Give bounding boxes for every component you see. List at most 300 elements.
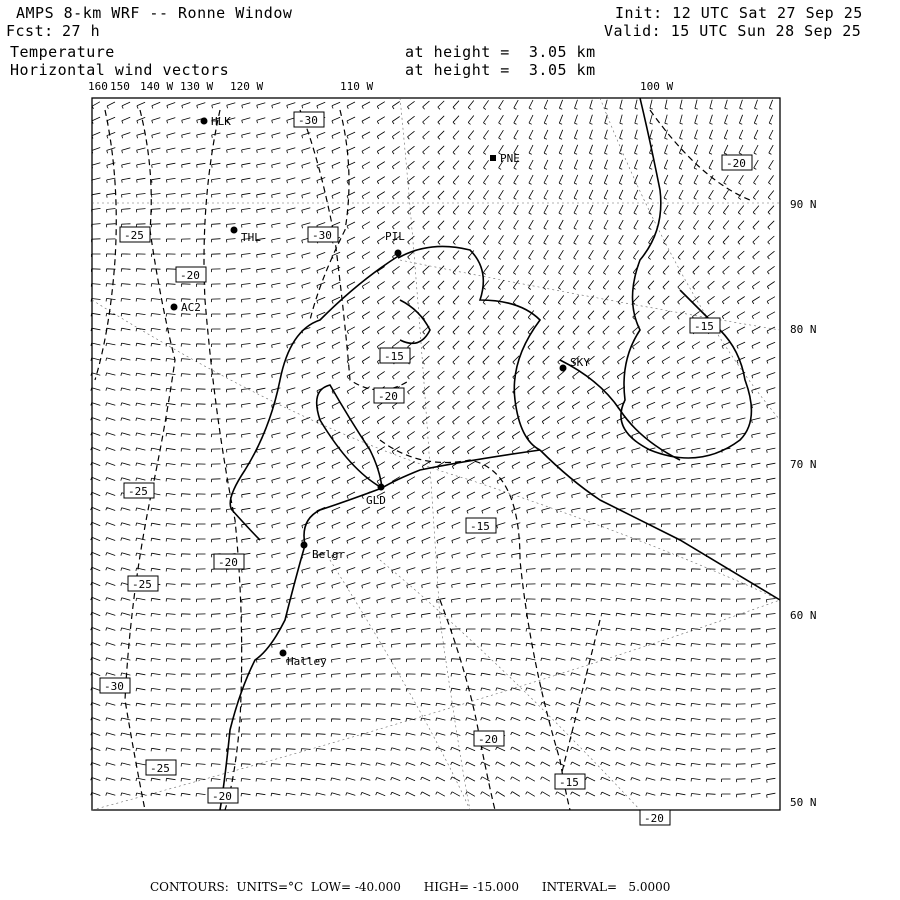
wind-barb — [257, 493, 266, 498]
wind-barb — [257, 463, 266, 468]
wind-barb — [377, 432, 385, 439]
wind-barb — [481, 644, 490, 647]
wind-barb — [618, 311, 624, 320]
wind-barb — [272, 658, 281, 662]
wind-barb — [646, 778, 656, 781]
wind-barb — [181, 404, 190, 407]
wind-barb — [603, 281, 609, 290]
wind-barb — [332, 477, 340, 484]
wind-barb — [136, 568, 145, 571]
wind-barb — [227, 359, 236, 362]
wind-barb — [483, 190, 488, 199]
wind-barb — [635, 130, 638, 140]
contour-label: -15 — [694, 320, 714, 333]
wind-barb — [647, 341, 654, 349]
wind-barb — [181, 719, 190, 722]
wind-barb — [332, 282, 340, 289]
wind-barb — [227, 659, 236, 663]
wind-barb — [692, 524, 701, 527]
wind-barb — [542, 417, 550, 425]
wind-barb — [106, 613, 116, 616]
wind-barb — [498, 326, 504, 335]
wind-barb — [767, 539, 776, 543]
wind-barb — [437, 416, 444, 424]
wind-barb — [181, 434, 190, 437]
wind-barb — [559, 235, 564, 244]
wind-barb — [587, 417, 595, 424]
wind-barb — [752, 569, 761, 573]
wind-barb — [211, 749, 220, 752]
wind-barb — [272, 538, 281, 543]
wind-barb — [497, 614, 506, 617]
wind-barb — [167, 194, 176, 198]
wind-barb — [92, 224, 101, 228]
wind-barb — [151, 343, 160, 346]
wind-barb — [616, 733, 625, 736]
wind-barb — [166, 269, 175, 272]
wind-barb — [481, 718, 491, 721]
wind-barb — [754, 145, 758, 154]
wind-barb — [212, 239, 221, 243]
wind-barb — [722, 418, 731, 423]
wind-barb — [662, 478, 671, 482]
wind-barb — [106, 673, 116, 676]
station-marker — [378, 484, 385, 491]
wind-barb — [616, 658, 626, 661]
wind-barb — [647, 463, 656, 468]
wind-barb — [678, 235, 683, 244]
wind-barb — [571, 688, 581, 691]
wind-barb — [694, 175, 698, 184]
wind-barb — [512, 432, 520, 440]
wind-barb — [541, 717, 551, 720]
wind-barb — [498, 386, 505, 394]
wind-barb — [558, 311, 564, 320]
wind-barb — [181, 509, 190, 512]
wind-barb — [451, 659, 460, 662]
wind-barb — [196, 389, 205, 392]
wind-barb — [559, 130, 562, 140]
wind-barb — [408, 311, 415, 319]
wind-barb — [544, 265, 549, 274]
wind-barb — [257, 613, 266, 618]
wind-barb — [557, 569, 566, 572]
wind-barb — [106, 523, 115, 526]
wind-barb — [722, 478, 731, 482]
wind-barb — [571, 643, 581, 646]
wind-barb — [197, 103, 206, 109]
wind-barb — [423, 386, 430, 394]
wind-barb — [512, 508, 521, 514]
wind-barb — [691, 644, 700, 647]
wind-barb — [438, 266, 444, 275]
wind-barb — [752, 342, 760, 349]
wind-barb — [557, 508, 566, 513]
wind-barb — [392, 131, 399, 139]
wind-barb — [361, 704, 370, 707]
wind-barb — [511, 777, 520, 781]
wind-barb — [466, 673, 475, 676]
wind-barb — [588, 280, 593, 289]
wind-barb — [497, 584, 506, 588]
wind-barb — [752, 297, 760, 304]
wind-barb — [468, 116, 474, 125]
wind-barb — [302, 432, 310, 438]
wind-barb — [632, 433, 640, 439]
wind-barb — [422, 522, 430, 528]
wind-barb — [106, 598, 116, 601]
wind-barb — [391, 718, 400, 721]
wind-barb — [392, 644, 401, 648]
wind-barb — [332, 704, 341, 707]
wind-barb — [362, 357, 370, 364]
wind-barb — [692, 357, 700, 364]
wind-barb — [272, 674, 281, 678]
wind-barb — [496, 792, 505, 797]
wind-barb — [106, 733, 115, 736]
wind-barb — [453, 191, 459, 200]
wind-barb — [302, 148, 311, 154]
wind-barb — [498, 371, 505, 379]
wind-barb — [526, 792, 535, 797]
wind-barb — [181, 734, 190, 737]
wind-barb — [376, 733, 385, 736]
wind-barb — [92, 132, 100, 138]
wind-barb — [332, 102, 340, 108]
wind-barb — [122, 133, 131, 139]
wind-barb — [483, 401, 490, 409]
wind-barb — [589, 190, 593, 200]
wind-barb — [663, 311, 670, 319]
wind-barb — [392, 537, 400, 543]
wind-barb — [767, 478, 776, 483]
wind-barb — [391, 777, 401, 780]
wind-barb — [767, 688, 776, 692]
wind-barb — [257, 373, 266, 378]
wind-barb — [497, 462, 505, 469]
wind-barb — [527, 553, 536, 557]
wind-barb — [347, 252, 355, 259]
wind-barb — [737, 599, 746, 602]
wind-barb — [511, 629, 520, 632]
wind-barb — [438, 191, 444, 200]
wind-barb — [136, 748, 145, 751]
wind-barb — [377, 222, 385, 230]
wind-barb — [707, 448, 716, 452]
wind-barb — [242, 734, 251, 737]
wind-barb — [752, 599, 761, 603]
wind-barb — [423, 296, 430, 304]
wind-barb — [377, 252, 384, 260]
wind-barb — [601, 673, 611, 676]
wind-barb — [466, 747, 475, 751]
wind-barb — [182, 239, 191, 242]
wind-barb — [678, 251, 684, 260]
wind-barb — [662, 539, 671, 542]
wind-barb — [166, 478, 175, 481]
wind-barb — [602, 554, 611, 557]
wind-barb — [107, 163, 116, 168]
wind-barb — [166, 569, 175, 572]
lon-label: 130 W — [180, 80, 214, 93]
wind-barb — [317, 598, 326, 603]
wind-barb — [256, 793, 265, 796]
station-label: Belgr — [312, 548, 346, 561]
wind-barb — [511, 673, 521, 676]
wind-barb — [436, 733, 445, 736]
wind-barb — [227, 148, 236, 153]
wind-barb — [497, 507, 505, 513]
wind-barb — [196, 734, 205, 737]
wind-barb — [257, 193, 266, 198]
wind-barb — [227, 389, 236, 393]
wind-barb — [438, 311, 444, 320]
wind-barb — [212, 359, 221, 362]
wind-barb — [317, 102, 325, 108]
wind-barb — [514, 220, 519, 229]
wind-barb — [527, 462, 535, 469]
wind-barb — [196, 464, 205, 467]
wind-barb — [347, 237, 355, 244]
wind-barb — [752, 704, 761, 708]
wind-barb — [257, 343, 266, 347]
wind-barb — [722, 539, 731, 542]
wind-barb — [287, 553, 296, 559]
wind-barb — [707, 357, 715, 364]
wind-barb — [691, 778, 700, 781]
wind-barb — [752, 644, 761, 648]
wind-barb — [512, 523, 521, 528]
wind-barb — [166, 524, 175, 527]
wind-barb — [767, 569, 776, 573]
wind-barb — [377, 281, 384, 289]
wind-barb — [661, 748, 671, 751]
wind-barb — [332, 177, 340, 183]
wind-barb — [377, 583, 386, 589]
wind-barb — [181, 284, 190, 287]
wind-barb — [377, 177, 385, 184]
wind-barb — [587, 539, 596, 543]
wind-barb — [166, 689, 175, 692]
wind-barb — [616, 792, 626, 795]
wind-barb — [571, 762, 580, 766]
wind-barb — [332, 342, 340, 349]
wind-barb — [706, 689, 715, 692]
wind-barb — [647, 357, 655, 364]
wind-barb — [529, 145, 533, 154]
contour-label: -15 — [384, 350, 404, 363]
wind-barb — [587, 432, 595, 439]
wind-barb — [272, 478, 281, 483]
wind-barb — [616, 688, 626, 691]
wind-barb — [166, 299, 175, 302]
wind-barb — [151, 254, 160, 257]
wind-barb — [257, 568, 266, 573]
wind-barb — [377, 552, 385, 558]
wind-barb — [227, 178, 236, 182]
wind-barb — [287, 568, 296, 573]
wind-barb — [664, 175, 668, 184]
wind-barb — [106, 568, 115, 571]
wind-barb — [706, 569, 715, 572]
wind-barb — [362, 192, 370, 199]
wind-barb — [767, 418, 776, 423]
wind-barb — [257, 674, 266, 678]
wind-barb — [559, 250, 564, 259]
wind-barb — [287, 283, 296, 288]
wind-barb — [242, 389, 251, 393]
wind-barb — [587, 554, 596, 557]
wind-barb — [423, 281, 430, 289]
wind-barb — [767, 463, 776, 467]
wind-barb — [453, 266, 459, 275]
wind-barb — [722, 357, 730, 363]
wind-barb — [302, 643, 311, 648]
wind-barb — [691, 569, 700, 572]
wind-barb — [121, 508, 131, 511]
wind-barb — [272, 568, 281, 573]
wind-barb — [737, 764, 746, 767]
wind-barb — [227, 329, 236, 332]
wind-barb — [377, 598, 386, 603]
wind-barb — [137, 178, 146, 182]
wind-barb — [513, 341, 519, 350]
wind-barb — [677, 357, 685, 364]
wind-barb — [377, 192, 385, 199]
wind-barb — [527, 508, 536, 514]
wind-barb — [242, 374, 251, 378]
wind-barb — [152, 178, 161, 182]
wind-barb — [287, 448, 296, 454]
wind-barb — [362, 207, 370, 214]
wind-barb — [497, 523, 506, 529]
wind-barb — [767, 266, 774, 274]
wind-barb — [423, 146, 430, 154]
wind-barb — [752, 539, 761, 543]
wind-barb — [483, 371, 490, 379]
wind-barb — [604, 190, 608, 199]
wind-barb — [542, 554, 551, 558]
wind-barb — [317, 193, 325, 199]
wind-barb — [602, 402, 610, 409]
wind-barb — [166, 554, 175, 557]
wind-barb — [589, 235, 594, 244]
wind-barb — [767, 599, 776, 603]
wind-barb — [722, 433, 731, 438]
wind-barb — [663, 251, 669, 260]
wind-barb — [347, 177, 355, 184]
wind-barb — [767, 748, 776, 752]
wind-barb — [513, 295, 519, 304]
wind-barb — [241, 779, 250, 782]
wind-barb — [391, 733, 400, 736]
wind-barb — [408, 131, 415, 139]
wind-barb — [392, 432, 399, 440]
station-label: THL — [241, 231, 261, 244]
wind-barb — [768, 191, 774, 200]
wind-barb — [317, 402, 325, 408]
wind-barb — [227, 239, 236, 243]
wind-barb — [331, 763, 340, 766]
wind-barb — [769, 160, 774, 169]
wind-barb — [181, 584, 190, 587]
wind-barb — [631, 718, 641, 721]
wind-barb — [136, 373, 145, 376]
wind-barb — [661, 718, 671, 721]
wind-barb — [529, 100, 533, 109]
wind-barb — [558, 341, 564, 350]
wind-barb — [544, 100, 548, 109]
wind-barb — [737, 614, 746, 617]
wind-barb — [272, 493, 281, 498]
wind-barb — [706, 674, 715, 677]
wind-barb — [241, 749, 250, 752]
wind-barb — [678, 266, 684, 275]
wind-barb — [257, 448, 266, 453]
wind-barb — [528, 295, 533, 304]
wind-barb — [136, 328, 145, 331]
wind-barb — [604, 220, 608, 229]
wind-barb — [181, 659, 190, 662]
wind-barb — [706, 779, 715, 782]
wind-barb — [212, 299, 221, 302]
wind-barb — [437, 522, 445, 528]
wind-barb — [707, 387, 715, 393]
wind-barb — [151, 508, 160, 511]
wind-barb — [527, 584, 536, 587]
wind-barb — [286, 764, 295, 767]
wind-barb — [617, 463, 626, 468]
wind-barb — [331, 793, 340, 796]
wind-barb — [646, 613, 655, 616]
wind-barb — [556, 658, 566, 661]
wind-barb — [601, 569, 610, 572]
wind-barb — [182, 224, 191, 227]
wind-barb — [362, 117, 370, 124]
wind-barb — [752, 674, 761, 678]
wind-barb — [541, 599, 550, 602]
wind-barb — [136, 763, 145, 766]
wind-barb — [483, 386, 490, 394]
wind-barb — [212, 494, 221, 497]
wind-barb — [197, 659, 206, 662]
wind-barb — [482, 553, 491, 558]
wind-barb — [227, 689, 236, 692]
station-label: GLD — [366, 494, 386, 507]
wind-barb — [121, 553, 130, 556]
wind-barb — [767, 614, 776, 618]
wind-barb — [196, 329, 205, 332]
wind-barb — [677, 311, 684, 319]
wind-barb — [723, 251, 729, 259]
wind-barb — [211, 779, 220, 782]
wind-barb — [587, 478, 596, 483]
wind-barb — [331, 748, 340, 751]
wind-barb — [302, 492, 310, 498]
wind-barb — [377, 417, 385, 425]
wind-barb — [692, 403, 701, 409]
wind-barb — [181, 419, 190, 422]
wind-barb — [752, 659, 761, 663]
wind-barb — [437, 477, 445, 484]
wind-barb — [287, 148, 296, 153]
wind-barb — [632, 524, 641, 527]
wind-barb — [512, 584, 521, 588]
wind-barb — [332, 674, 341, 678]
wind-barb — [586, 747, 595, 751]
wind-barb — [483, 326, 489, 335]
wind-barb — [662, 402, 670, 408]
